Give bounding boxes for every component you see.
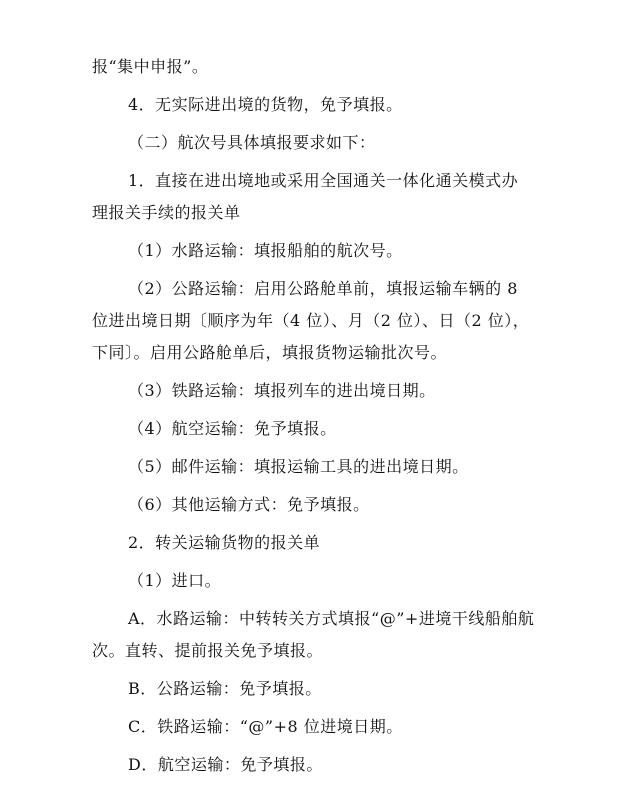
text-line-6: （1）水路运输：填报船舶的航次号。 (128, 241, 403, 260)
text-line-19: C．铁路运输：“@”+8 位进境日期。 (128, 717, 403, 736)
text-line-17: 次。直转、提前报关免予填报。 (92, 641, 324, 660)
text-line-1: 报“集中申报”。 (92, 57, 209, 76)
text-line-10: （3）铁路运输：填报列车的进出境日期。 (128, 381, 436, 400)
text-line-20: D．航空运输：免予填报。 (128, 755, 323, 774)
text-line-13: （6）其他运输方式：免予填报。 (128, 495, 370, 514)
text-line-8: 位进出境日期〔顺序为年（4 位）、月（2 位）、日（2 位）， (92, 311, 530, 330)
text-line-16: A．水路运输：中转转关方式填报“@”+进境干线船舶航 (128, 609, 535, 628)
text-line-15: （1）进口。 (128, 571, 222, 590)
text-line-7: （2）公路运输：启用公路舱单前，填报运输车辆的 8 (128, 279, 518, 298)
text-line-4: 1．直接在进出境地或采用全国通关一体化通关模式办 (128, 171, 519, 190)
text-line-9: 下同〕。启用公路舱单后，填报货物运输批次号。 (92, 343, 448, 362)
text-line-12: （5）邮件运输：填报运输工具的进出境日期。 (128, 457, 469, 476)
text-line-5: 理报关手续的报关单 (92, 203, 241, 222)
text-line-2: 4．无实际进出境的货物，免予填报。 (128, 95, 403, 114)
section-heading: （二）航次号具体填报要求如下： (128, 133, 376, 152)
text-line-18: B．公路运输：免予填报。 (128, 679, 322, 698)
text-line-14: 2．转关运输货物的报关单 (128, 533, 321, 552)
text-line-11: （4）航空运输：免予填报。 (128, 419, 337, 438)
